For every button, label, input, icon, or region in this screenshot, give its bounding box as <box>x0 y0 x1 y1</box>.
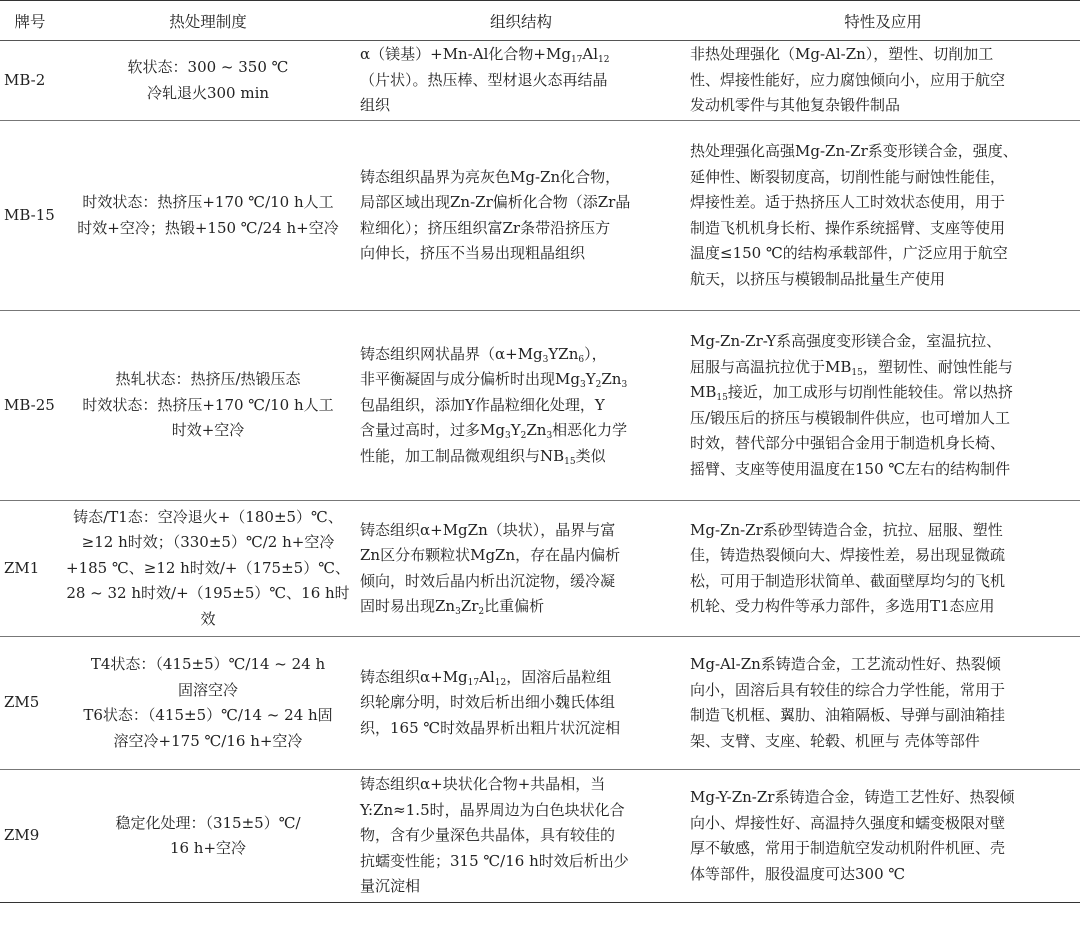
property-line: 向小、焊接性好、高温持久强度和蠕变极限对壁 <box>690 813 1006 832</box>
treatment-line: 时效状态：热挤压+170 ℃/10 h人工 <box>82 395 334 414</box>
structure-line <box>360 772 682 798</box>
text-run: MB <box>690 383 717 401</box>
treatment-line: T4状态：（415±5）℃/14 ~ 24 h <box>90 655 326 673</box>
header-treatment: 热处理制度 <box>60 1 356 41</box>
property-line: Mg-Zn-Zr系砂型铸造合金，抗拉、屈服、塑性 <box>690 520 1003 539</box>
text-run: 固时易出现Zn <box>360 597 456 615</box>
grade-cell: ZM1 <box>0 501 60 637</box>
subscript: 17 <box>467 677 480 688</box>
table-row <box>0 121 1080 311</box>
grade-cell: MB-2 <box>0 41 60 121</box>
subscript: 17 <box>570 55 583 66</box>
text-run: 粒细化）；挤压组织富Zr条带沿挤压方 <box>360 218 611 237</box>
text-run: Zr <box>460 597 479 615</box>
table-row <box>0 41 1080 121</box>
treatment-line: 时效+空冷 <box>171 421 245 440</box>
treatment-cell <box>60 121 356 311</box>
text-run: 倾向，时效后晶内析出沉淀物，缓冷凝 <box>360 571 616 590</box>
subscript: 12 <box>494 677 507 688</box>
structure-cell <box>356 41 686 121</box>
table-row <box>0 501 1080 637</box>
structure-line <box>360 68 682 94</box>
property-line <box>690 457 1076 483</box>
structure-line <box>360 216 682 242</box>
text-run: Mg-Zn-Zr-Y系高强度变形镁合金，室温抗拉、 <box>690 332 1002 350</box>
structure-cell <box>356 770 686 903</box>
table-row <box>0 770 1080 903</box>
text-run: 物，含有少量深色共晶体，具有较佳的 <box>360 826 616 845</box>
treatment-line: 时效+空冷；热锻+150 ℃/24 h+空冷 <box>77 218 339 237</box>
structure-line <box>360 393 682 419</box>
treatment-line: 时效状态：热挤压+170 ℃/10 h人工 <box>82 193 334 211</box>
treatment-line: 热轧状态：热挤压/热锻压态 <box>115 370 301 389</box>
table-row <box>0 311 1080 501</box>
text-run: 屈服与高温抗拉优于MB <box>690 357 852 376</box>
property-line: 体等部件，服役温度可达300 ℃ <box>690 864 906 883</box>
structure-line <box>360 569 682 595</box>
grade-cell: ZM5 <box>0 637 60 770</box>
structure-line <box>360 874 682 900</box>
text-run: 铸态组织α+Mg <box>360 667 468 686</box>
structure-cell <box>356 311 686 501</box>
text-run: 向伸长，挤压不当易出现粗晶组织 <box>360 244 586 262</box>
structure-line <box>360 165 682 191</box>
text-run: 含量过高时，过多Mg <box>360 421 505 440</box>
text-run: 非平衡凝固与成分偏析时出现Mg <box>360 370 580 389</box>
structure-line <box>360 849 682 875</box>
structure-line <box>360 241 682 267</box>
subscript: 3 <box>579 380 586 391</box>
structure-cell <box>356 637 686 770</box>
structure-line <box>360 342 682 368</box>
treatment-line: 软状态：300 ~ 350 ℃ <box>127 58 289 76</box>
text-run: 织，165 ℃时效晶界析出粗片状沉淀相 <box>360 718 621 737</box>
treatment-line: 稳定化处理：（315±5）℃/ <box>115 813 301 832</box>
structure-cell <box>356 501 686 637</box>
structure-line <box>360 367 682 393</box>
structure-line <box>360 418 682 444</box>
treatment-line: +185 ℃、≥12 h时效/+（175±5）℃、 <box>66 558 350 577</box>
property-line: 非热处理强化（Mg-Al-Zn），塑性、切削加工 <box>690 45 994 64</box>
text-run: Zn区分布颗粒状MgZn，存在晶内偏析 <box>360 546 621 564</box>
header-property: 特性及应用 <box>686 1 1080 41</box>
grade-cell: ZM9 <box>0 770 60 903</box>
subscript: 3 <box>455 607 461 617</box>
property-line: 发动机零件与其他复杂锻件制品 <box>690 96 901 115</box>
text-run: 局部区域出现Zn-Zr偏析化合物（添Zr晶 <box>360 193 631 211</box>
text-run: Al <box>479 667 495 686</box>
text-run: 压/锻压后的挤压与模锻制件供应，也可增加人工 <box>690 408 1011 427</box>
subscript: 15 <box>716 393 728 403</box>
property-line: Mg-Al-Zn系铸造合金，工艺流动性好、热裂倾 <box>690 655 1001 673</box>
treatment-line: 固溶空冷 <box>177 680 238 699</box>
subscript: 15 <box>564 456 576 467</box>
text-run: Y:Zn≈1.5时，晶界周边为白色块状化合 <box>360 800 625 819</box>
subscript: 6 <box>578 354 585 365</box>
treatment-cell <box>60 501 356 637</box>
property-line: 向小，固溶后具有较佳的综合力学性能，常用于 <box>690 680 1006 699</box>
property-line <box>690 431 1076 457</box>
property-line: 架、支臂、支座、轮毂、机匣与 壳体等部件 <box>690 731 980 750</box>
property-line <box>690 406 1076 432</box>
treatment-line: 冷轧退火300 min <box>146 83 270 102</box>
property-cell <box>686 501 1080 637</box>
text-run: 性能，加工制品微观组织与NB <box>360 446 565 465</box>
text-run: 比重偏析 <box>484 597 545 615</box>
text-run: ）， <box>584 344 607 363</box>
text-run: Zn <box>601 370 622 389</box>
text-run: 铸态组织α+MgZn（块状），晶界与富 <box>360 520 616 539</box>
property-line: 焊接性差。适于热挤压人工时效状态使用，用于 <box>690 193 1006 211</box>
structure-line <box>360 42 682 68</box>
structure-line <box>360 594 682 620</box>
treatment-line: 溶空冷+175 ℃/16 h+空冷 <box>113 731 303 750</box>
text-run: 类似 <box>575 446 606 465</box>
property-line <box>690 380 1076 406</box>
subscript: 3 <box>621 380 628 391</box>
structure-line <box>360 690 682 716</box>
subscript: 3 <box>542 354 549 365</box>
property-line <box>690 329 1076 355</box>
text-run: 组织 <box>360 96 391 115</box>
property-line: 机轮、受力构件等承力部件，多选用T1态应用 <box>690 597 995 615</box>
text-run: ，固溶后晶粒组 <box>506 667 612 686</box>
table-body <box>0 41 1080 903</box>
subscript: 3 <box>504 431 511 442</box>
text-run: ，塑韧性、耐蚀性能与 <box>862 357 1013 376</box>
property-line: 制造飞机框、翼肋、油箱隔板、导弹与副油箱挂 <box>690 706 1006 724</box>
treatment-line: 铸态/T1态：空冷退火+（180±5）℃、 <box>73 507 343 526</box>
property-line: 制造飞机机身长桁、操作系统摇臂、支座等使用 <box>690 218 1006 237</box>
text-run: Y <box>585 370 596 389</box>
property-cell <box>686 637 1080 770</box>
structure-line <box>360 190 682 216</box>
text-run: 铸态组织晶界为亮灰色Mg-Zn化合物， <box>360 167 621 186</box>
subscript: 15 <box>851 367 863 378</box>
treatment-cell <box>60 770 356 903</box>
property-line: 航天，以挤压与模锻制品批量生产使用 <box>690 269 946 288</box>
subscript: 2 <box>478 607 485 617</box>
treatment-line: 16 h+空冷 <box>169 839 247 857</box>
text-run: 铸态组织网状晶界（α+Mg <box>360 344 543 363</box>
structure-line <box>360 444 682 470</box>
text-run: （片状）。热压棒、型材退火态再结晶 <box>360 70 608 89</box>
text-run: 抗蠕变性能；315 ℃/16 h时效后析出少 <box>360 851 629 870</box>
property-line: 性、焊接性能好，应力腐蚀倾向小，应用于航空 <box>690 70 1006 89</box>
structure-line <box>360 716 682 742</box>
property-line: 松，可用于制造形状简单、截面壁厚均匀的飞机 <box>690 571 1006 590</box>
header-structure: 组织结构 <box>356 1 686 41</box>
subscript: 2 <box>595 380 602 391</box>
property-line <box>690 355 1076 381</box>
subscript: 3 <box>546 431 553 442</box>
text-run: 织轮廓分明，时效后析出细小魏氏体组 <box>360 693 616 712</box>
text-run: 接近，加工成形与切削性能较佳。常以热挤 <box>727 383 1013 401</box>
text-run: 相恶化力学 <box>552 421 628 440</box>
text-run: Al <box>582 45 599 64</box>
property-line: 延伸性、断裂韧度高，切削性能与耐蚀性能佳， <box>690 167 1006 186</box>
property-line: 佳，铸造热裂倾向大、焊接性差，易出现显微疏 <box>690 546 1006 564</box>
structure-line <box>360 665 682 691</box>
text-run: YZn <box>548 344 579 363</box>
property-cell <box>686 41 1080 121</box>
grade-cell: MB-25 <box>0 311 60 501</box>
table-row <box>0 637 1080 770</box>
structure-line <box>360 543 682 569</box>
treatment-cell <box>60 41 356 121</box>
structure-line <box>360 798 682 824</box>
text-run: Y <box>510 421 521 440</box>
property-cell <box>686 311 1080 501</box>
text-run: 包晶组织，添加Y作晶粒细化处理，Y <box>360 395 605 414</box>
treatment-line: ≥12 h时效；（330±5）℃/2 h+空冷 <box>81 533 335 552</box>
subscript: 12 <box>598 55 610 66</box>
text-run: 量沉淀相 <box>360 877 421 896</box>
structure-line <box>360 93 682 119</box>
subscript: 2 <box>520 431 527 442</box>
property-line: 温度≤150 ℃的结构承载部件，广泛应用于航空 <box>690 244 1008 262</box>
property-line: 厚不敏感，常用于制造航空发动机附件机匣、壳 <box>690 839 1006 857</box>
structure-line <box>360 518 682 544</box>
treatment-cell <box>60 311 356 501</box>
grade-cell: MB-15 <box>0 121 60 311</box>
structure-cell <box>356 121 686 311</box>
treatment-cell <box>60 637 356 770</box>
property-cell <box>686 770 1080 903</box>
property-line: 热处理强化高强Mg-Zn-Zr系变形镁合金，强度、 <box>690 142 1018 160</box>
text-run: 时效，替代部分中强铝合金用于制造机身长椅、 <box>690 434 1006 452</box>
structure-line <box>360 823 682 849</box>
treatment-line: 28 ~ 32 h时效/+（195±5）℃、16 h时效 <box>66 584 350 628</box>
property-cell <box>686 121 1080 311</box>
header-grade: 牌号 <box>0 1 60 41</box>
property-line: Mg-Y-Zn-Zr系铸造合金，铸造工艺性好、热裂倾 <box>690 788 1015 806</box>
text-run: Zn <box>526 421 547 440</box>
text-run: 铸态组织α+块状化合物+共晶相，当 <box>360 775 606 794</box>
table-header-row <box>0 1 1080 41</box>
text-run: α（镁基）+Mn-Al化合物+Mg <box>360 45 571 64</box>
text-run: 摇臂、支座等使用温度在150 ℃左右的结构制件 <box>690 459 1011 478</box>
treatment-line: T6状态：（415±5）℃/14 ~ 24 h固 <box>83 706 333 724</box>
